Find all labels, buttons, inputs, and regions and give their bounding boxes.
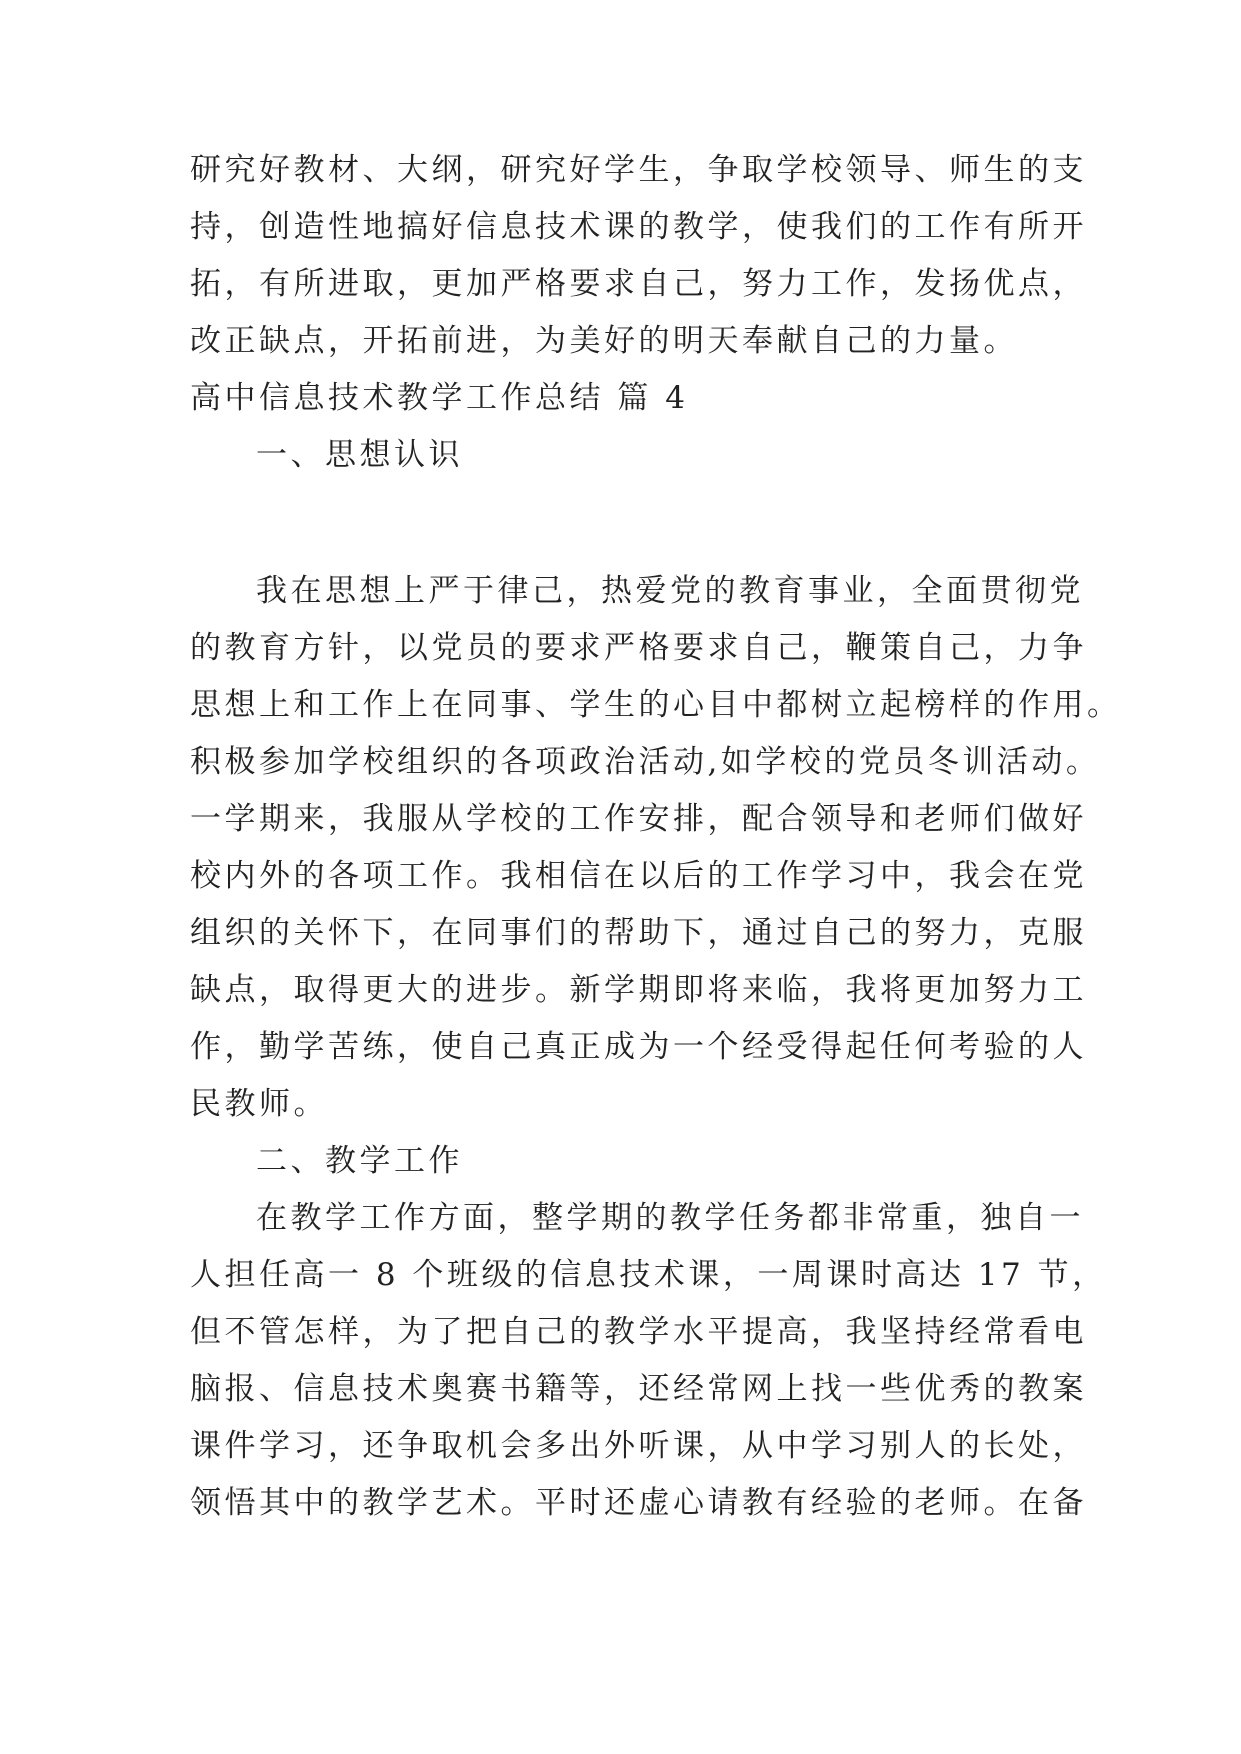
- text-line: 民教师。: [190, 1086, 328, 1122]
- text-line: 研究好教材、大纲，研究好学生，争取学校领导、师生的支: [190, 152, 1087, 188]
- text-line: 持，创造性地搞好信息技术课的教学，使我们的工作有所开: [190, 209, 1087, 245]
- text-line: 人担任高一 8 个班级的信息技术课，一周课时高达 17 节，: [190, 1257, 1107, 1293]
- subheading-2: 二、教学工作: [256, 1143, 463, 1179]
- text-line: 在教学工作方面，整学期的教学任务都非常重，独自一: [256, 1200, 1084, 1236]
- text-line: 改正缺点，开拓前进，为美好的明天奉献自己的力量。: [190, 323, 1018, 359]
- text-line: 课件学习，还争取机会多出外听课，从中学习别人的长处，: [190, 1428, 1087, 1464]
- text-line: 思想上和工作上在同事、学生的心目中都树立起榜样的作用。: [190, 687, 1122, 723]
- text-line: 脑报、信息技术奥赛书籍等，还经常网上找一些优秀的教案: [190, 1371, 1087, 1407]
- text-line: 我在思想上严于律己，热爱党的教育事业，全面贯彻党: [256, 573, 1084, 609]
- text-line: 一学期来，我服从学校的工作安排，配合领导和老师们做好: [190, 801, 1087, 837]
- text-line: 的教育方针，以党员的要求严格要求自己，鞭策自己，力争: [190, 630, 1087, 666]
- section-title: 高中信息技术教学工作总结 篇 4: [190, 380, 689, 416]
- text-line: 领悟其中的教学艺术。平时还虚心请教有经验的老师。在备: [190, 1485, 1087, 1521]
- text-line: 积极参加学校组织的各项政治活动,如学校的党员冬训活动。: [190, 744, 1101, 780]
- subheading-1: 一、思想认识: [256, 437, 463, 473]
- text-line: 组织的关怀下，在同事们的帮助下，通过自己的努力，克服: [190, 915, 1087, 951]
- text-line: 作，勤学苦练，使自己真正成为一个经受得起任何考验的人: [190, 1029, 1087, 1065]
- text-line: 拓，有所进取，更加严格要求自己，努力工作，发扬优点，: [190, 266, 1087, 302]
- text-line: 但不管怎样，为了把自己的教学水平提高，我坚持经常看电: [190, 1314, 1087, 1350]
- text-line: 缺点，取得更大的进步。新学期即将来临，我将更加努力工: [190, 972, 1087, 1008]
- text-line: 校内外的各项工作。我相信在以后的工作学习中，我会在党: [190, 858, 1087, 894]
